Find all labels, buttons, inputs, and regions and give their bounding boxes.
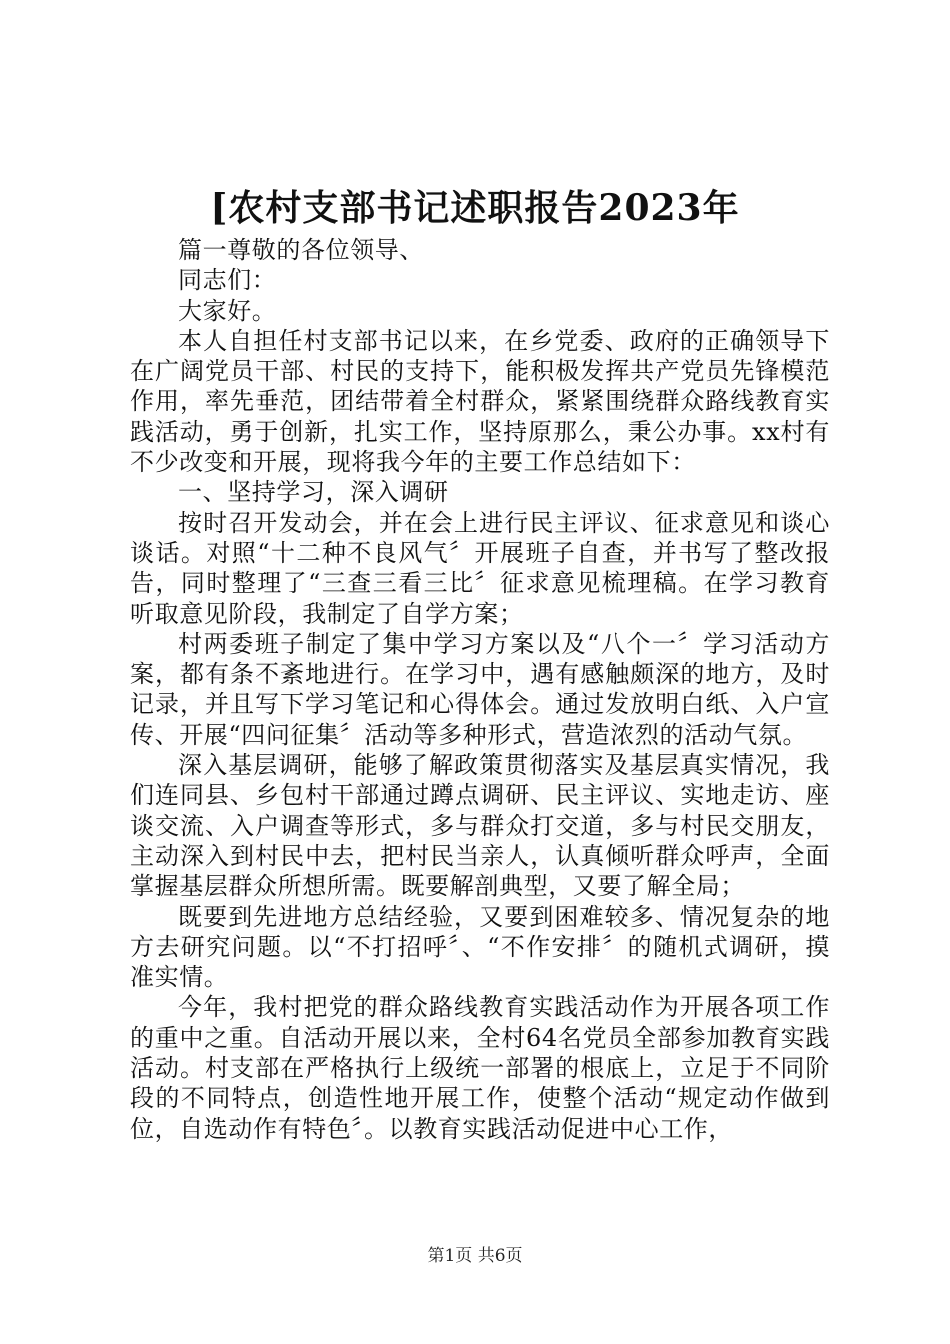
paragraph: 既要到先进地方总结经验，又要到困难较多、情况复杂的地方去研究问题。以“不打招呼〞、“不作安排〞的随机式调研，摸准实情。	[130, 902, 830, 992]
paragraph: 今年，我村把党的群众路线教育实践活动作为开展各项工作的重中之重。自活动开展以来，全村64名党员全部参加教育实践活动。村支部在严格执行上级统一部署的根底上，立足于不同阶段的不同特点，创造性地开展工作，使整个活动“规定动作做到位，自选动作有特色〞。以教育实践活动促进中心工作，	[130, 993, 830, 1143]
document-title: [农村支部书记述职报告2023年	[210, 187, 740, 229]
section-heading: 一、坚持学习，深入调研	[178, 478, 449, 507]
paragraph: 村两委班子制定了集中学习方案以及“八个一〞学习活动方案，都有条不紊地进行。在学习中，遇有感触颇深的地方，及时记录，并且写下学习笔记和心得体会。通过发放明白纸、入户宣传、开展“四问征集〞活动等多种形式，营造浓烈的活动气氛。	[130, 629, 830, 749]
page-footer: 第1页 共6页	[427, 1246, 523, 1266]
paragraph: 篇一尊敬的各位领导、	[178, 236, 424, 264]
paragraph: 按时召开发动会，并在会上进行民主评议、征求意见和谈心谈话。对照“十二种不良风气〞开展班子自查，并书写了整改报告，同时整理了“三查三看三比〞征求意见梳理稿。在学习教育听取意见阶段，我制定了自学方案；	[130, 508, 830, 628]
document-body	[130, 235, 830, 1144]
paragraph: 深入基层调研，能够了解政策贯彻落实及基层真实情况，我们连同县、乡包村干部通过蹲点调研、民主评议、实地走访、座谈交流、入户调查等形式，多与群众打交道，多与村民交朋友，主动深入到村民中去，把村民当亲人，认真倾听群众呼声，全面掌握基层群众所想所需。既要解剖典型，又要了解全局；	[130, 751, 830, 901]
paragraph: 本人自担任村支部书记以来，在乡党委、政府的正确领导下在广阔党员干部、村民的支持下，能积极发挥共产党员先锋模范作用，率先垂范，团结带着全村群众，紧紧围绕群众路线教育实践活动，勇于创新，扎实工作，坚持原那么，秉公办事。xx村有不少改变和开展，现将我今年的主要工作总结如下：	[130, 326, 830, 477]
paragraph: 同志们：	[178, 266, 277, 295]
paragraph: 大家好。	[178, 296, 277, 325]
